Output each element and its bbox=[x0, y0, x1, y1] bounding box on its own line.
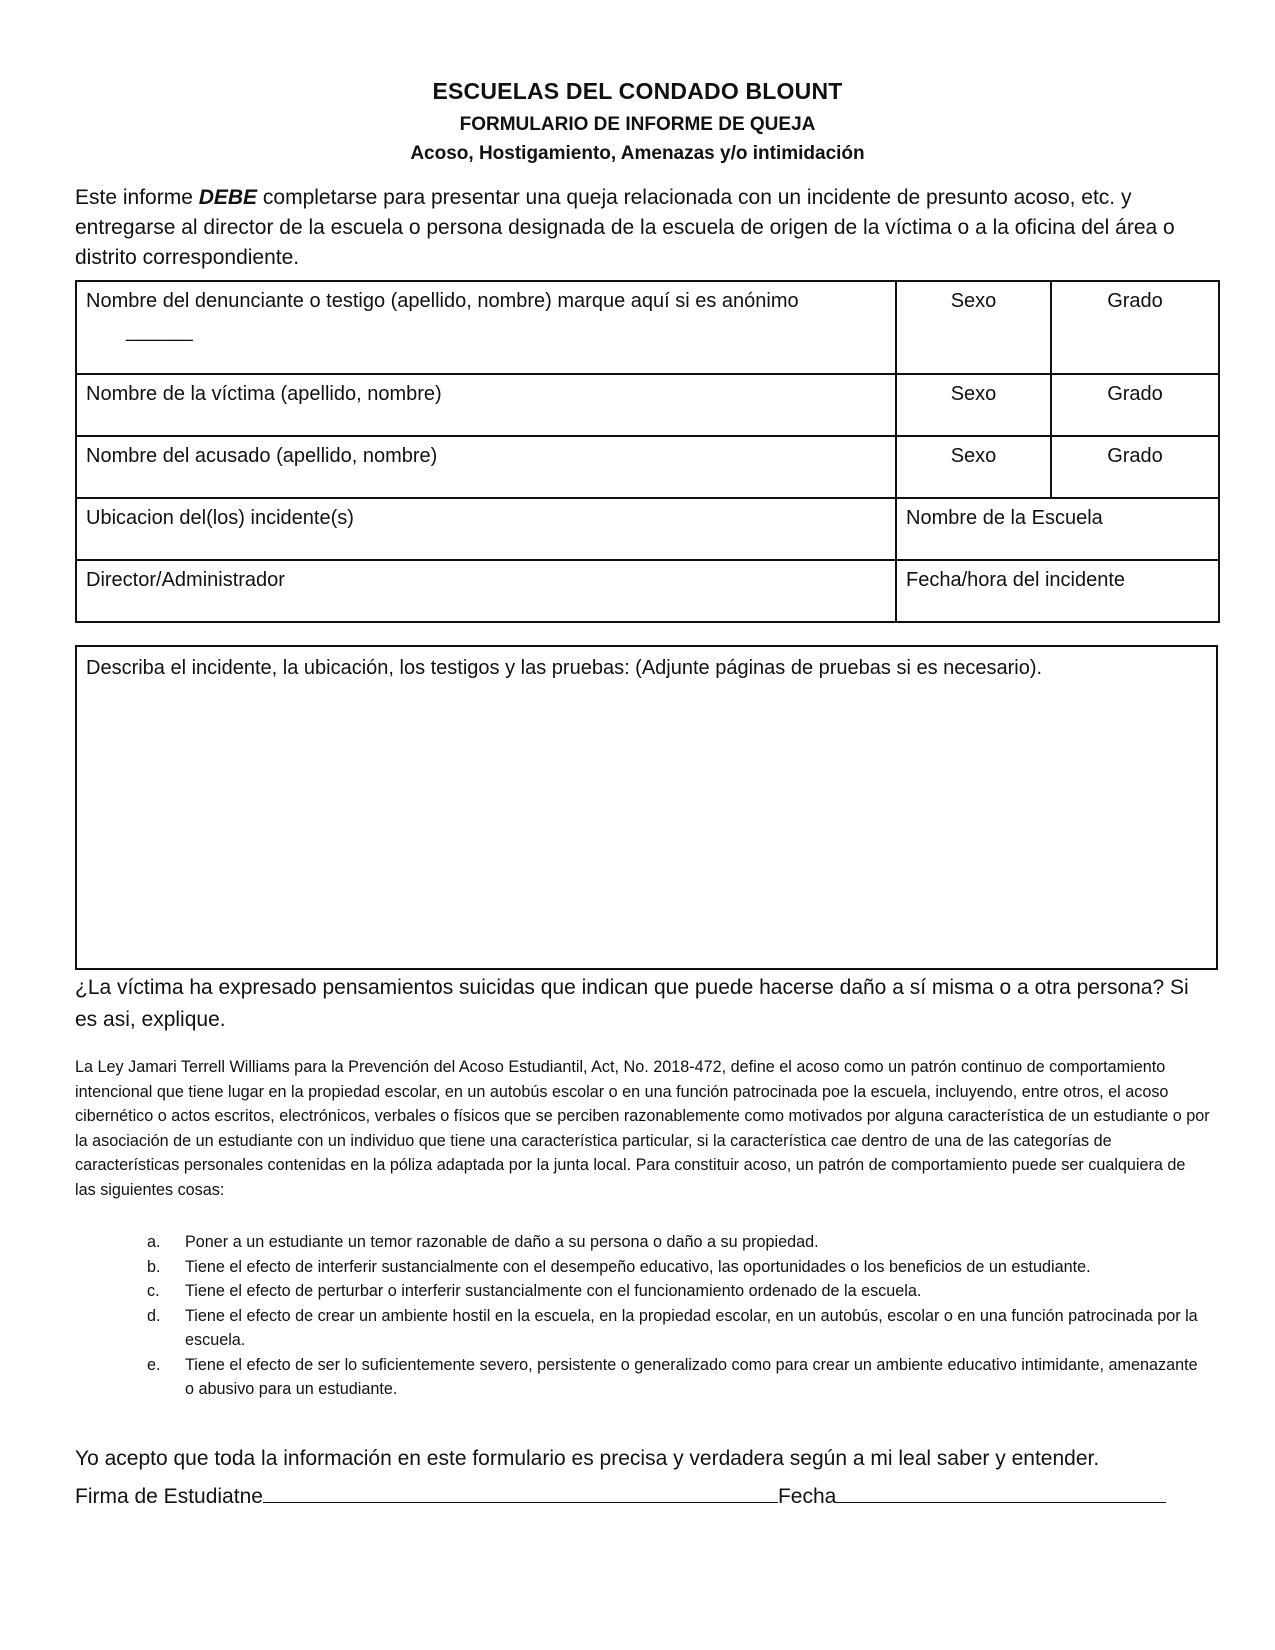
signature-line[interactable] bbox=[263, 1480, 778, 1503]
list-item-label: e. bbox=[147, 1355, 161, 1374]
school-name-field[interactable] bbox=[896, 498, 1219, 560]
director-label: Director/Administrador bbox=[86, 569, 285, 591]
list-item-text: Tiene el efecto de interferir sustancialmente con el desempeño educativo, las oportunidades o los beneficios de un estudiante. bbox=[185, 1257, 1091, 1276]
incident-location-label: Ubicacion del(los) incidente(s) bbox=[86, 507, 354, 529]
accused-sex-label: Sexo bbox=[950, 445, 997, 467]
list-item bbox=[140, 1230, 1200, 1255]
list-item-label: a. bbox=[147, 1233, 161, 1251]
list-item bbox=[140, 1255, 1200, 1280]
accused-name-label: Nombre del acusado (apellido, nombre) bbox=[86, 445, 438, 467]
attestation-statement: Yo acepto que toda la información en este formulario es precisa y verdadera según a mi leal saber y entender. bbox=[75, 1447, 1100, 1470]
incident-datetime-field[interactable] bbox=[896, 560, 1219, 622]
incident-location-field[interactable] bbox=[76, 498, 896, 560]
accused-grade-field[interactable] bbox=[1051, 436, 1219, 498]
list-item-label: d. bbox=[147, 1306, 161, 1325]
list-item bbox=[140, 1353, 1200, 1402]
signature-label: Firma de Estudiatne bbox=[75, 1485, 263, 1508]
reporter-sex-label: Sexo bbox=[950, 290, 997, 312]
victim-name-field[interactable] bbox=[76, 374, 896, 436]
form-subtitle: Acoso, Hostigamiento, Amenazas y/o intimidación bbox=[410, 143, 865, 164]
bullying-criteria-list bbox=[140, 1230, 1200, 1402]
list-item-text: Poner a un estudiante un temor razonable de daño a su persona o daño a su propiedad. bbox=[185, 1233, 819, 1251]
intro-paragraph bbox=[75, 183, 1210, 273]
list-item-text: Tiene el efecto de perturbar o interferir sustancialmente con el funcionamiento ordenado de la escuela. bbox=[185, 1282, 922, 1300]
list-item-label: c. bbox=[147, 1282, 160, 1300]
list-item-label: b. bbox=[147, 1257, 161, 1276]
accused-name-field[interactable] bbox=[76, 436, 896, 498]
reporter-grade-field[interactable] bbox=[1051, 281, 1219, 374]
signature-row bbox=[75, 1480, 1205, 1512]
reporter-row bbox=[76, 281, 1219, 374]
date-line[interactable] bbox=[836, 1480, 1166, 1503]
accused-sex-field[interactable] bbox=[896, 436, 1051, 498]
director-field[interactable] bbox=[76, 560, 896, 622]
incident-description-label: Describa el incidente, la ubicación, los testigos y las pruebas: (Adjunte páginas de pruebas si es necesario). bbox=[86, 657, 1043, 679]
form-title: FORMULARIO DE INFORME DE QUEJA bbox=[459, 114, 816, 135]
intro-text-part1: Este informe bbox=[75, 186, 199, 209]
reporter-grade-label: Grado bbox=[1107, 290, 1163, 312]
district-title: ESCUELAS DEL CONDADO BLOUNT bbox=[432, 78, 843, 104]
victim-name-label: Nombre de la víctima (apellido, nombre) bbox=[86, 383, 442, 405]
reporter-name-label: Nombre del denunciante o testigo (apellido, nombre) marque aquí si es anónimo bbox=[86, 290, 799, 312]
reporter-sex-field[interactable] bbox=[896, 281, 1051, 374]
suicidal-thoughts-question: ¿La víctima ha expresado pensamientos suicidas que indican que puede hacerse daño a sí misma o a otra persona? Si es asi, explique. bbox=[75, 976, 1189, 1031]
list-item bbox=[140, 1304, 1200, 1353]
director-row bbox=[76, 560, 1219, 622]
list-item bbox=[140, 1279, 1200, 1304]
intro-emphasis: DEBE bbox=[198, 186, 258, 209]
incident-description-box[interactable] bbox=[75, 645, 1218, 970]
info-table bbox=[75, 280, 1220, 623]
accused-row bbox=[76, 436, 1219, 498]
victim-sex-field[interactable] bbox=[896, 374, 1051, 436]
intro-text-part2: completarse para presentar una queja relacionada con un incidente de presunto acoso, etc. y entregarse al director de la escuela o persona designada de la escuela de origen de la víctima o a la oficina del área o distrito correspondiente. bbox=[75, 186, 1175, 269]
victim-row bbox=[76, 374, 1219, 436]
victim-grade-label: Grado bbox=[1107, 383, 1163, 405]
victim-grade-field[interactable] bbox=[1051, 374, 1219, 436]
law-paragraph: La Ley Jamari Terrell Williams para la Prevención del Acoso Estudiantil, Act, No. 2018-472, define el acoso como un patrón continuo de comportamiento intencional que tiene lugar en la propiedad escolar, en un autobús escolar o en una función patrocinada poe la escuela, incluyendo, entre otros, el acoso cibernético o actos escritos, electrónicos, verbales o físicos que se perciben razonablemente como motivados por alguna característica de un estudiante o por la asociación de un estudiante con un individuo que tiene una característica particular, si la característica cae dentro de una de las categorías de características personales contenidas en la póliza adaptada por la junta local. Para constituir acoso, un patrón de comportamiento puede ser cualquiera de las siguientes cosas: bbox=[75, 1058, 1210, 1199]
reporter-name-field[interactable] bbox=[76, 281, 896, 374]
school-name-label: Nombre de la Escuela bbox=[906, 507, 1103, 529]
accused-grade-label: Grado bbox=[1107, 445, 1163, 467]
list-item-text: Tiene el efecto de ser lo suficientemente severo, persistente o generalizado como para crear un ambiente educativo intimidante, amenazante o abusivo para un estudiante. bbox=[185, 1355, 1198, 1398]
list-item-text: Tiene el efecto de crear un ambiente hostil en la escuela, en la propiedad escolar, en un autobús, escolar o en una función patrocinada por la escuela. bbox=[185, 1306, 1198, 1349]
date-label: Fecha bbox=[777, 1485, 837, 1508]
location-row bbox=[76, 498, 1219, 560]
anonymous-checkbox-line[interactable]: ______ bbox=[126, 320, 193, 342]
victim-sex-label: Sexo bbox=[950, 383, 997, 405]
incident-datetime-label: Fecha/hora del incidente bbox=[906, 569, 1126, 591]
